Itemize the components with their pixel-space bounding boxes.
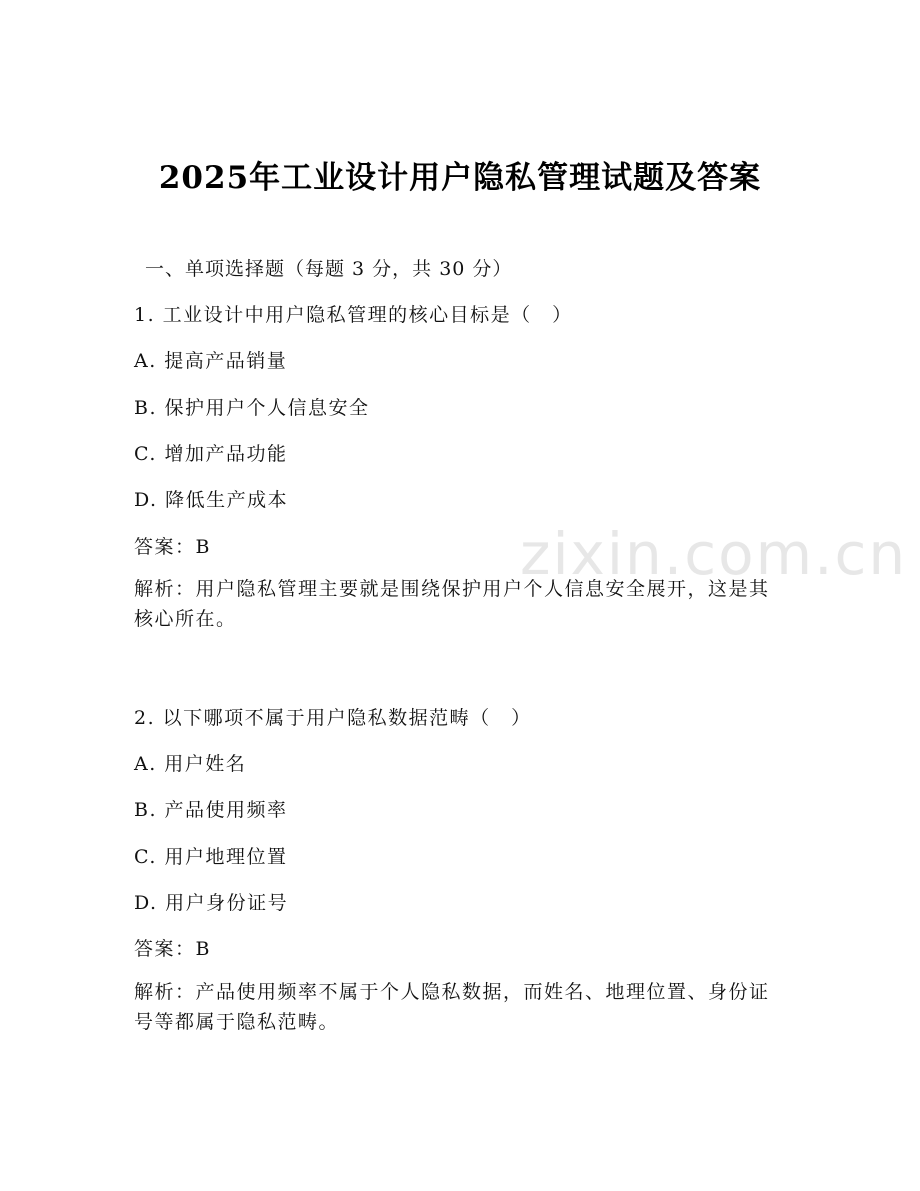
watermark: zixin.com.cn [520,520,908,588]
question-1-option-c: C. 增加产品功能 [134,443,288,465]
question-2-option-c: C. 用户地理位置 [134,846,288,868]
question-1-option-d: D. 降低生产成本 [134,489,289,511]
question-2-answer: 答案：B [134,938,211,960]
question-1-stem: 1. 工业设计中用户隐私管理的核心目标是（ ） [134,304,573,326]
question-2-stem: 2. 以下哪项不属于用户隐私数据范畴（ ） [134,707,532,729]
question-1-explanation: 解析：用户隐私管理主要就是围绕保护用户个人信息安全展开，这是其核心所在。 [134,578,770,630]
page-title: 2025年工业设计用户隐私管理试题及答案 [158,160,762,196]
section-header: 一、单项选择题（每题 3 分，共 30 分） [145,258,513,280]
question-1-answer: 答案：B [134,536,211,558]
question-2-option-a: A. 用户姓名 [134,753,247,775]
question-2-option-d: D. 用户身份证号 [134,892,289,914]
question-1-option-b: B. 保护用户个人信息安全 [134,397,370,419]
question-2-explanation: 解析：产品使用频率不属于个人隐私数据，而姓名、地理位置、身份证号等都属于隐私范畴。 [134,981,770,1033]
question-2-option-b: B. 产品使用频率 [134,799,288,821]
question-1-option-a: A. 提高产品销量 [134,350,288,372]
